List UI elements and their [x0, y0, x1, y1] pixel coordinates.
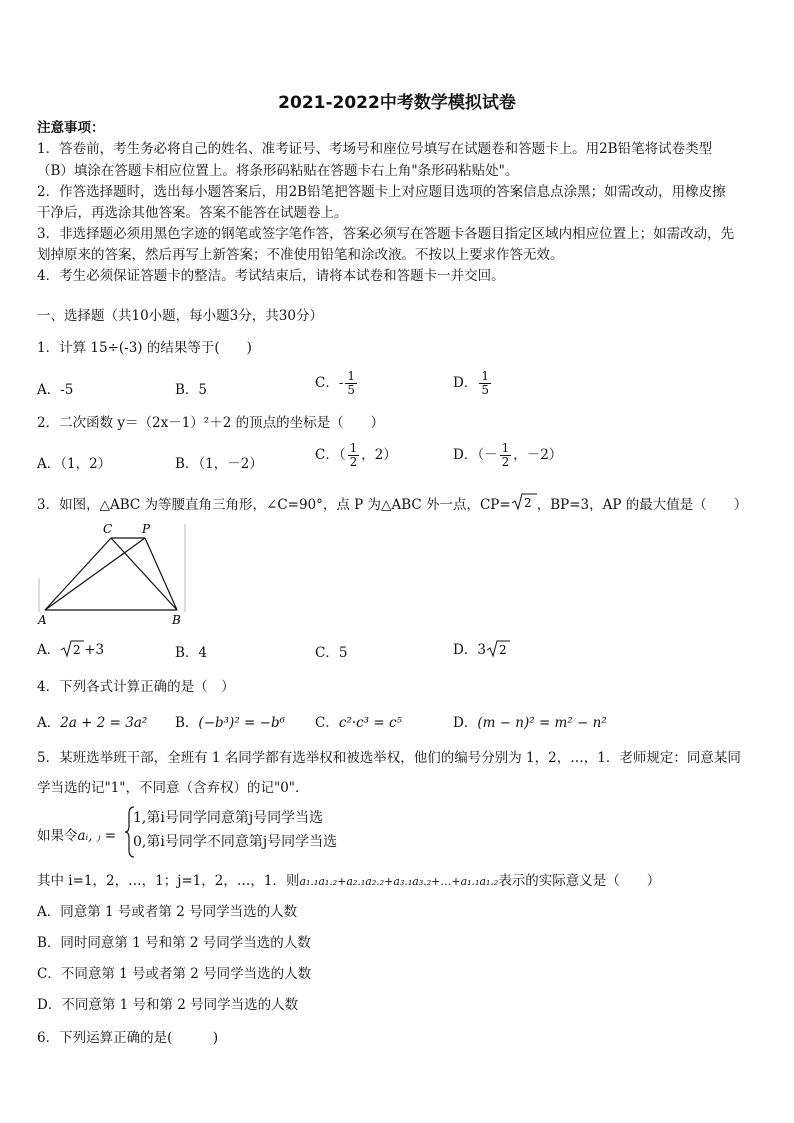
- segment-cb: [111, 538, 177, 610]
- question-5-line: 其中 i=1，2，…，1；j=1，2，…，1．则a₁.₁a₁.₂+a₂.₁a₂.₂+a₃.₁a₃.₂+…+a₁.₁a₁.₂表示的实际意义是（ ）: [37, 873, 661, 889]
- q5-option-a: A．同意第 1 号或者第 2 号同学当选的人数: [37, 904, 298, 920]
- notice-line: 2．作答选择题时，选出每小题答案后，用2B铅笔把答题卡上对应题目选项的答案信息点涂黑；如需改动，用橡皮擦: [37, 184, 726, 200]
- notice-line: 划掉原来的答案，然后再写上新答案；不准使用铅笔和涂改液。不按以上要求作答无效。: [37, 247, 564, 263]
- label-p: P: [142, 522, 151, 536]
- section-heading: 一、选择题（共10小题，每小题3分，共30分）: [37, 308, 323, 324]
- question-3-stem: 3．如图，△ABC 为等腰直角三角形，∠C=90°，点 P 为△ABC 外一点，CP= 2 ，BP=3，AP 的最大值是（ ）: [37, 492, 747, 519]
- svg-text:2: 2: [498, 642, 507, 657]
- q4-option-d: D．(m − n)² = m² − n²: [453, 715, 607, 731]
- q5-case-1: 1,第i号同学同意第j号同学当选: [133, 810, 324, 826]
- sqrt-symbol: [511, 492, 537, 519]
- q2-option-c: C．（ $\frac{1}{2}$ ，2）: [315, 441, 397, 469]
- fraction: $\frac{1}{5}$: [347, 369, 356, 397]
- q4-option-a: A．2a + 2 = 3a²: [37, 715, 148, 731]
- q5-option-d: D．不同意第 1 号和第 2 号同学当选的人数: [37, 997, 299, 1013]
- q5-option-c: C．不同意第 1 号或者第 2 号同学当选的人数: [37, 966, 312, 982]
- notice-line: 干净后，再选涂其他答案。答案不能答在试题卷上。: [37, 205, 348, 221]
- q2-option-a: A．（1，2）: [37, 456, 112, 472]
- notice-line: （B）填涂在答题卡相应位置上。将条形码粘贴在答题卡右上角"条形码粘贴处"。: [37, 163, 519, 179]
- svg-text:2: 2: [73, 642, 81, 657]
- q1-option-a: A．-5: [37, 382, 74, 398]
- q1-option-c: [315, 370, 359, 397]
- q1-option-b: B．5: [175, 382, 208, 398]
- q3-option-b: B．4: [175, 645, 208, 661]
- q3-option-c: C．5: [315, 645, 348, 661]
- segment-pb: [145, 538, 177, 610]
- q2-option-d: D．（－ $\frac{1}{2}$ ，－2）: [453, 441, 563, 469]
- q5-option-b: B．同时同意第 1 号和第 2 号同学当选的人数: [37, 935, 311, 951]
- notice-line: 4．考生必须保证答题卡的整洁。考试结束后，请将本试卷和答题卡一并交回。: [37, 268, 505, 284]
- question-5-line: 学当选的记"1"，不同意（含弃权）的记"0"．: [37, 780, 309, 796]
- q3-option-d: D．3 2: [453, 638, 510, 663]
- q5-case-2: 0,第i号同学不同意第j号同学当选: [133, 834, 338, 850]
- notice-line: 3．非选择题必须用黑色字迹的钢笔或签字笔作答，答案必须写在答题卡各题目指定区域内相应位置上；如需改动，先: [37, 226, 735, 242]
- triangle-figure: [35, 520, 195, 630]
- notice-line: 1．答卷前，考生务必将自己的姓名、准考证号、考场号和座位号填写在试题卷和答题卡上。用2B铅笔将试卷类型: [37, 141, 713, 157]
- q5-if-label: 如果令aᵢ, ⱼ =: [37, 828, 117, 844]
- q3-option-a: A． 2 +3: [37, 638, 104, 663]
- label-b: B: [172, 613, 181, 627]
- question-4-stem: 4．下列各式计算正确的是（ ）: [37, 679, 235, 695]
- segment-ac: [45, 538, 111, 610]
- fraction: $\frac{1}{2}$: [349, 441, 358, 469]
- q4-option-b: B．(−b³)² = −b⁶: [175, 715, 285, 731]
- q1-option-d-label: D．: [453, 375, 478, 391]
- q1-prefix: 1．计算: [37, 340, 87, 356]
- fraction: $\frac{1}{2}$: [501, 441, 510, 469]
- q1-suffix: 的结果等于( ): [146, 340, 252, 356]
- page-title: 2021-2022中考数学模拟试卷: [278, 93, 516, 113]
- sqrt-symbol: [486, 639, 510, 663]
- question-1-stem: [37, 338, 252, 359]
- q2-option-b: B．（1，－2）: [175, 456, 263, 472]
- segment-ap: [45, 538, 145, 610]
- q4-option-c: C．c²·c³ = c⁵: [315, 715, 402, 731]
- label-c: C: [103, 522, 113, 536]
- notice-heading: 注意事项：: [37, 120, 105, 136]
- q1-option-c-label: C．-: [315, 375, 344, 391]
- question-6-stem: 6．下列运算正确的是( ): [37, 1030, 219, 1046]
- fraction: $\frac{1}{5}$: [481, 369, 489, 397]
- sqrt-symbol: [60, 639, 84, 663]
- question-5-line: 5．某班选举班干部，全班有 1 名同学都有选举权和被选举权，他们的编号分别为 1，2，…，1．老师规定：同意某同: [37, 750, 741, 766]
- q1-expression: 15÷(-3): [90, 340, 143, 356]
- question-2-stem: 2．二次函数 y＝（2x－1）²＋2 的顶点的坐标是（ ）: [37, 415, 385, 431]
- svg-text:2: 2: [523, 496, 532, 510]
- q1-option-d: [453, 370, 493, 397]
- label-a: A: [38, 613, 47, 627]
